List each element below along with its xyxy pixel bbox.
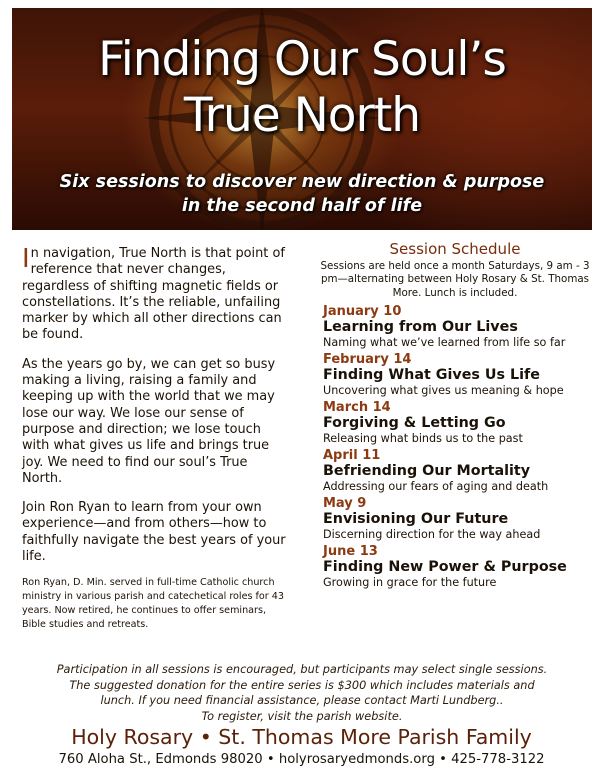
session-description: Naming what we’ve learned from life so far xyxy=(323,335,566,349)
session-description: Uncovering what gives us meaning & hope xyxy=(323,383,564,397)
note-line: lunch. If you need financial assistance, please contact Marti Lundberg.. xyxy=(100,694,504,707)
hero-banner xyxy=(12,8,592,230)
note-line: Participation in all sessions is encouraged, but participants may select single sessions. xyxy=(56,663,548,676)
session-title: Envisioning Our Future xyxy=(323,510,509,527)
session-description: Addressing our fears of aging and death xyxy=(323,479,549,493)
session-date: March 14 xyxy=(323,399,391,415)
session-date: June 13 xyxy=(323,543,378,559)
session-item xyxy=(323,544,595,590)
session-date: April 11 xyxy=(323,447,381,463)
schedule-title: Session Schedule xyxy=(389,240,521,258)
session-date: January 10 xyxy=(323,303,402,319)
session-title: Learning from Our Lives xyxy=(323,318,518,335)
session-item xyxy=(323,448,595,494)
session-date: February 14 xyxy=(323,351,412,367)
session-description: Growing in grace for the future xyxy=(323,575,497,589)
presenter-bio: Ron Ryan, D. Min. served in full-time Catholic church ministry in various parish and catechetical roles for 43 years. Now retired, he continues to offer seminars, Bible studies and retreats. xyxy=(22,577,284,631)
contact-address: 760 Aloha St., Edmonds 98020 • holyrosaryedmonds.org • 425-778-3122 xyxy=(58,752,545,767)
note-line: The suggested donation for the entire series is $300 which includes materials and xyxy=(69,678,535,692)
session-title: Befriending Our Mortality xyxy=(323,462,531,479)
session-title: Forgiving & Letting Go xyxy=(323,414,506,431)
session-description: Releasing what binds us to the past xyxy=(323,431,523,445)
intro-paragraph-1: In navigation, True North is that point of reference that never changes, regardless of shifting magnetic fields or constellations. It’s the reliable, unfailing marker by which all other directions can be found. xyxy=(22,244,285,343)
parish-name: Holy Rosary • St. Thomas More Parish Family xyxy=(71,725,532,749)
session-date: May 9 xyxy=(323,495,367,511)
intro-paragraph-2: As the years go by, we can get so busy making a living, raising a family and keeping up with the world that we may lose our way. We lose our sense of purpose and direction; we lose touch with what gives us life and brings true joy. We need to find our soul’s True North. xyxy=(22,356,276,486)
session-title: Finding What Gives Us Life xyxy=(323,366,540,383)
schedule-intro: Sessions are held once a month Saturdays, 9 am - 3 pm—alternating between Holy Rosary & St. Thomas More. Lunch is included. xyxy=(320,260,590,299)
hero-subtitle-line1: Six sessions to discover new direction & purpose xyxy=(59,172,545,192)
hero-subtitle-line2: in the second half of life xyxy=(181,196,423,216)
session-title: Finding New Power & Purpose xyxy=(323,558,567,575)
participation-note xyxy=(12,662,592,724)
session-item xyxy=(323,496,595,542)
intro-paragraph-3: Join Ron Ryan to learn from your own experience—and from others—how to faithfully navigate the best years of your life. xyxy=(22,500,286,565)
intro-column xyxy=(22,246,290,642)
session-description: Discerning direction for the way ahead xyxy=(323,527,541,541)
session-item xyxy=(323,400,595,446)
hero-title-line2: True North xyxy=(183,88,421,143)
session-item xyxy=(323,304,595,350)
hero-title-line1: Finding Our Soul’s xyxy=(98,32,506,87)
session-schedule xyxy=(320,240,595,592)
note-line: To register, visit the parish website. xyxy=(201,709,403,723)
session-item xyxy=(323,352,595,398)
